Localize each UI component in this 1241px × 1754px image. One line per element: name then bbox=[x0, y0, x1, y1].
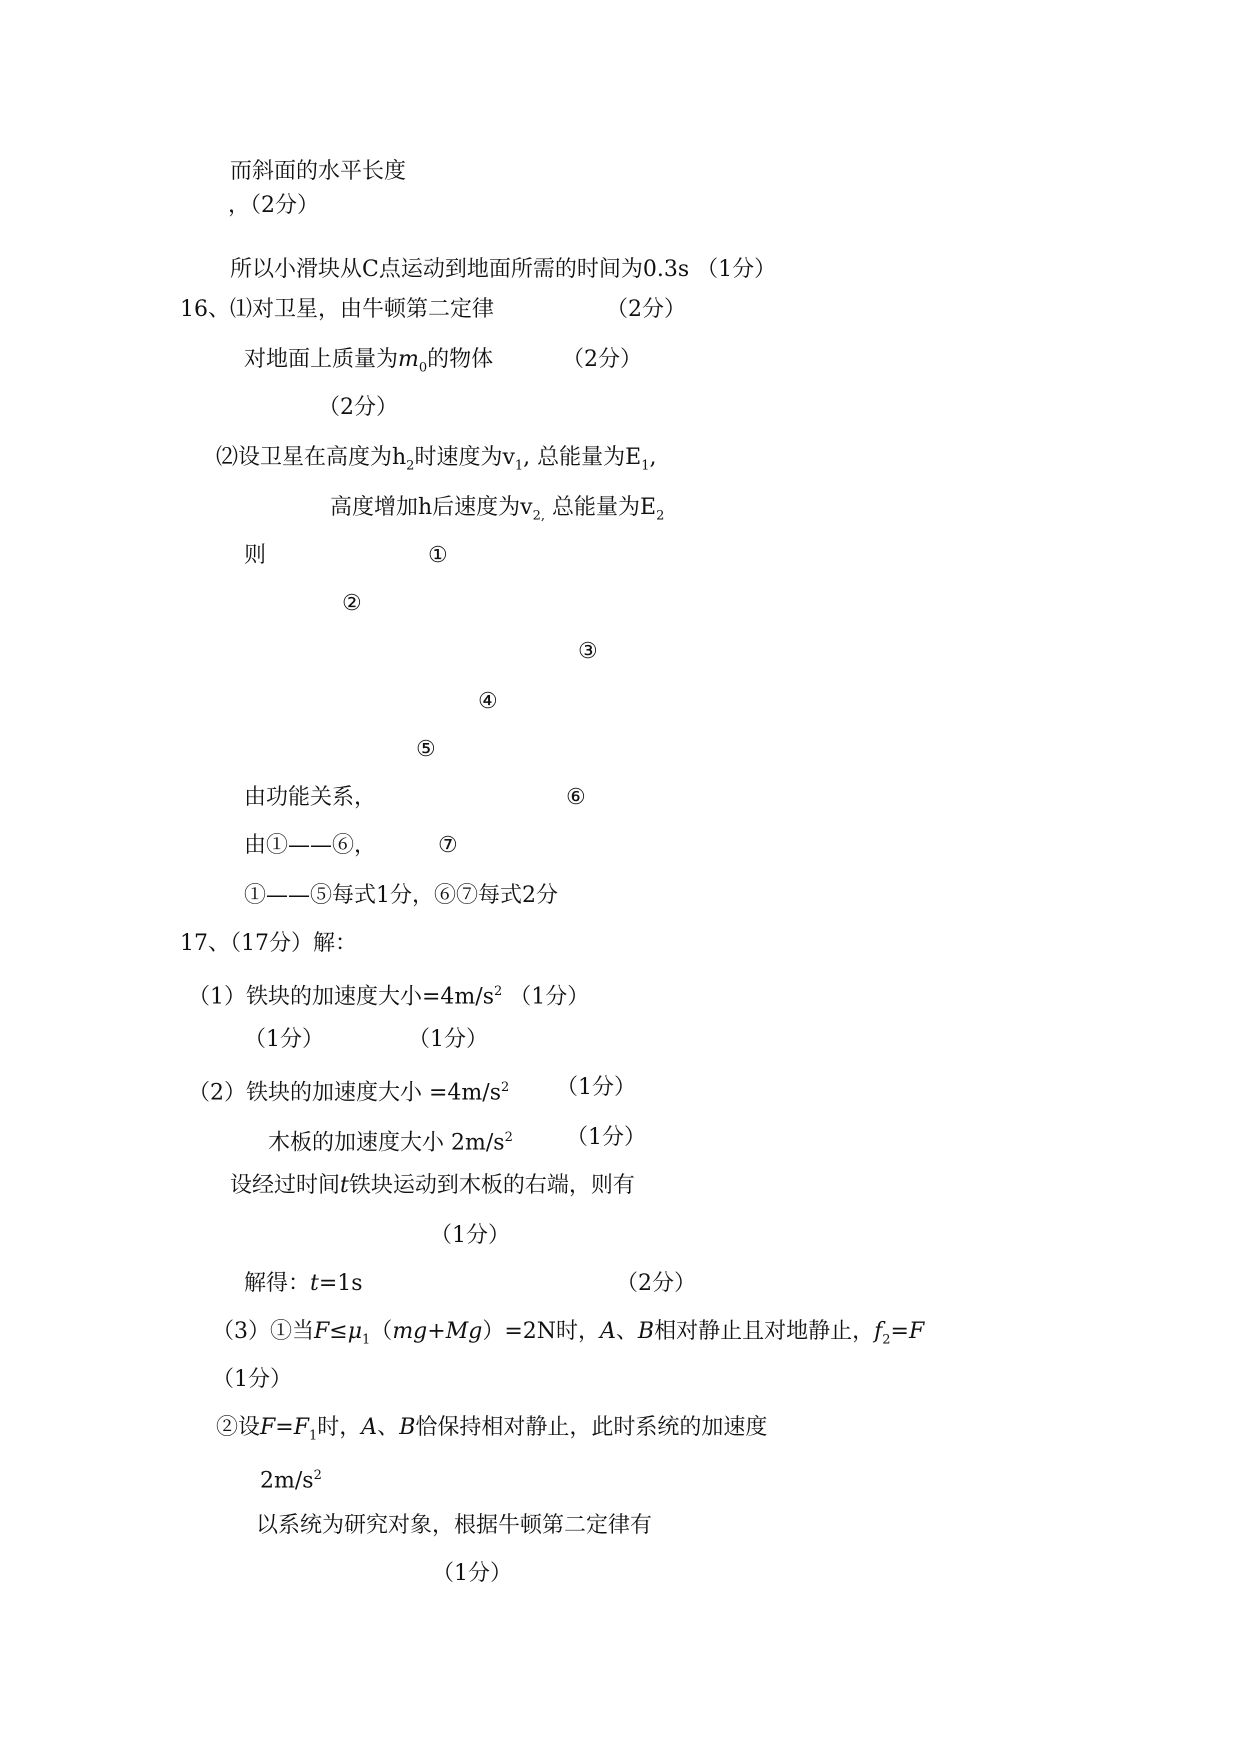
question-16-heading: 16、⑴对卫星，由牛顿第二定律 bbox=[180, 297, 494, 322]
text-line: （3）①当$F\le\mu_1(mg+Mg)=2N$时，A、B相对静止且对地静止，$f_2=F$ bbox=[212, 1319, 925, 1348]
score-note: （2分） bbox=[606, 297, 686, 322]
equation-marker: ⑦ bbox=[438, 833, 458, 858]
text-line: ⑵设卫星在高度为$h_2$时速度为$v_1$, 总能量为$E_1$, bbox=[216, 445, 657, 474]
text-line: 对地面上质量为$m_0$的物体 bbox=[244, 347, 494, 376]
equation-marker: ② bbox=[342, 591, 362, 616]
score-note: （1分） bbox=[556, 1075, 636, 1100]
equation-marker: ① bbox=[428, 543, 448, 568]
score-note: （1分） bbox=[432, 1561, 512, 1586]
text-line: （1）铁块的加速度大小$=4m/s^2$ （1分） bbox=[188, 984, 590, 1010]
text-line: 而斜面的水平长度 bbox=[230, 159, 407, 184]
text-line: ②设$F=F_1$时，A、B恰保持相对静止，此时系统的加速度 bbox=[216, 1415, 768, 1444]
text-line: 高度增加h后速度为$v_{2,}$ 总能量为$E_2$ bbox=[330, 495, 665, 524]
scoring-rule: ①——⑤每式1分，⑥⑦每式2分 bbox=[244, 883, 558, 908]
score-note: （2分） bbox=[318, 395, 398, 420]
text-line: （2）铁块的加速度大小 $=4m/s^2$ bbox=[188, 1080, 510, 1106]
equation-marker: ④ bbox=[478, 689, 498, 714]
text-line: 由功能关系， bbox=[244, 785, 377, 810]
text-line: 设经过时间t铁块运动到木板的右端，则有 bbox=[230, 1173, 635, 1198]
equation-marker: ③ bbox=[578, 639, 598, 664]
question-17-heading: 17、（17分）解： bbox=[180, 931, 357, 956]
text-line: ，（2分） bbox=[228, 193, 319, 218]
text-line: 木板的加速度大小 $2m/s^2$ bbox=[268, 1130, 513, 1156]
text-line: $2m/s^2$ bbox=[260, 1468, 322, 1494]
score-note: （2分） bbox=[562, 347, 642, 372]
score-note: （1分） bbox=[212, 1367, 292, 1392]
text-line: 则 bbox=[244, 543, 267, 568]
text-line: 以系统为研究对象，根据牛顿第二定律有 bbox=[256, 1513, 653, 1538]
text-line: 所以小滑块从C点运动到地面所需的时间为0.3s （1分） bbox=[230, 257, 777, 282]
equation-marker: ⑤ bbox=[416, 737, 436, 762]
text-line: 解得：t=1s bbox=[244, 1271, 363, 1296]
score-note: （1分） bbox=[430, 1223, 510, 1248]
score-note: （1分） bbox=[566, 1125, 646, 1150]
score-note: （1分） bbox=[408, 1027, 488, 1052]
text-line: 由①——⑥， bbox=[244, 833, 377, 858]
score-note: （1分） bbox=[244, 1027, 324, 1052]
score-note: （2分） bbox=[616, 1271, 696, 1296]
equation-marker: ⑥ bbox=[566, 785, 586, 810]
